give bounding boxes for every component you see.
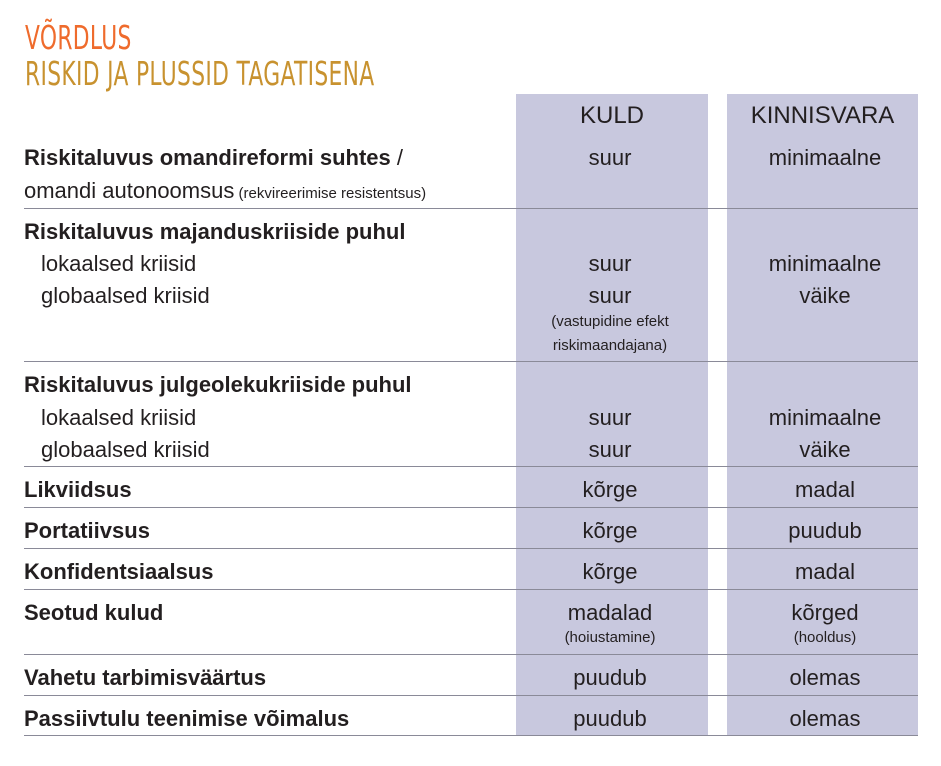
- row-label: Riskitaluvus majanduskriiside puhul: [24, 219, 406, 244]
- row-divider: [24, 361, 918, 362]
- cell-value: kõrge: [582, 518, 638, 543]
- subrow-label: globaalsed kriisid: [41, 437, 210, 462]
- cell-value: minimaalne: [768, 405, 882, 430]
- cell-note: (hooldus): [793, 629, 857, 646]
- cell-note: riskimaandajana): [552, 337, 668, 354]
- column-header-kinnisvara: KINNISVARA: [750, 102, 895, 129]
- row-label: [24, 145, 403, 171]
- row-label-line2-text: omandi autonoomsus: [24, 178, 235, 203]
- row-label: Vahetu tarbimisväärtus: [24, 665, 267, 690]
- cell-value: madal: [795, 477, 855, 502]
- cell-value: kõrge: [582, 559, 638, 584]
- cell-note: (vastupidine efekt: [551, 313, 669, 330]
- row-label: Riskitaluvus julgeolekukriiside puhul: [24, 372, 412, 397]
- row-label-text: Riskitaluvus omandireformi suhtes: [24, 145, 391, 170]
- cell-note: (hoiustamine): [564, 629, 656, 646]
- cell-value: suur: [588, 405, 632, 430]
- row-divider: [24, 548, 918, 549]
- row-divider: [24, 208, 918, 209]
- cell-value: suur: [588, 145, 632, 170]
- row-divider: [24, 507, 918, 508]
- title-line2: RISKID JA PLUSSID TAGATISENA: [25, 54, 375, 93]
- row-label: Portatiivsus: [24, 518, 150, 543]
- cell-value: suur: [588, 437, 632, 462]
- cell-value: kõrged: [791, 600, 859, 625]
- cell-value: kõrge: [582, 477, 638, 502]
- row-label: Passiivtulu teenimise võimalus: [24, 706, 350, 731]
- row-label: Konfidentsiaalsus: [24, 559, 214, 584]
- cell-value: puudub: [788, 518, 862, 543]
- row-label: Seotud kulud: [24, 600, 164, 625]
- title-line1: VÕRDLUS: [25, 18, 132, 57]
- cell-value: olemas: [789, 665, 861, 690]
- cell-value: minimaalne: [768, 145, 882, 170]
- row-divider: [24, 695, 918, 696]
- cell-value: puudub: [573, 706, 647, 731]
- cell-value: madal: [795, 559, 855, 584]
- row-label: Likviidsus: [24, 477, 132, 502]
- cell-value: puudub: [573, 665, 647, 690]
- cell-value: madalad: [567, 600, 653, 625]
- cell-value: väike: [799, 283, 851, 308]
- row-label-line2-small: (rekvireerimise resistentsus): [234, 185, 427, 202]
- column-header-kuld: KULD: [579, 102, 645, 129]
- row-divider: [24, 589, 918, 590]
- row-divider: [24, 735, 918, 736]
- cell-value: väike: [799, 437, 851, 462]
- cell-value: suur: [588, 283, 632, 308]
- row-label-suffix: /: [390, 145, 403, 170]
- row-divider: [24, 654, 918, 655]
- cell-value: minimaalne: [768, 251, 882, 276]
- subrow-label: lokaalsed kriisid: [41, 251, 197, 276]
- subrow-label: lokaalsed kriisid: [41, 405, 197, 430]
- subrow-label: globaalsed kriisid: [41, 283, 210, 308]
- cell-value: olemas: [789, 706, 861, 731]
- row-divider: [24, 466, 918, 467]
- row-label-line2: [24, 178, 426, 204]
- cell-value: suur: [588, 251, 632, 276]
